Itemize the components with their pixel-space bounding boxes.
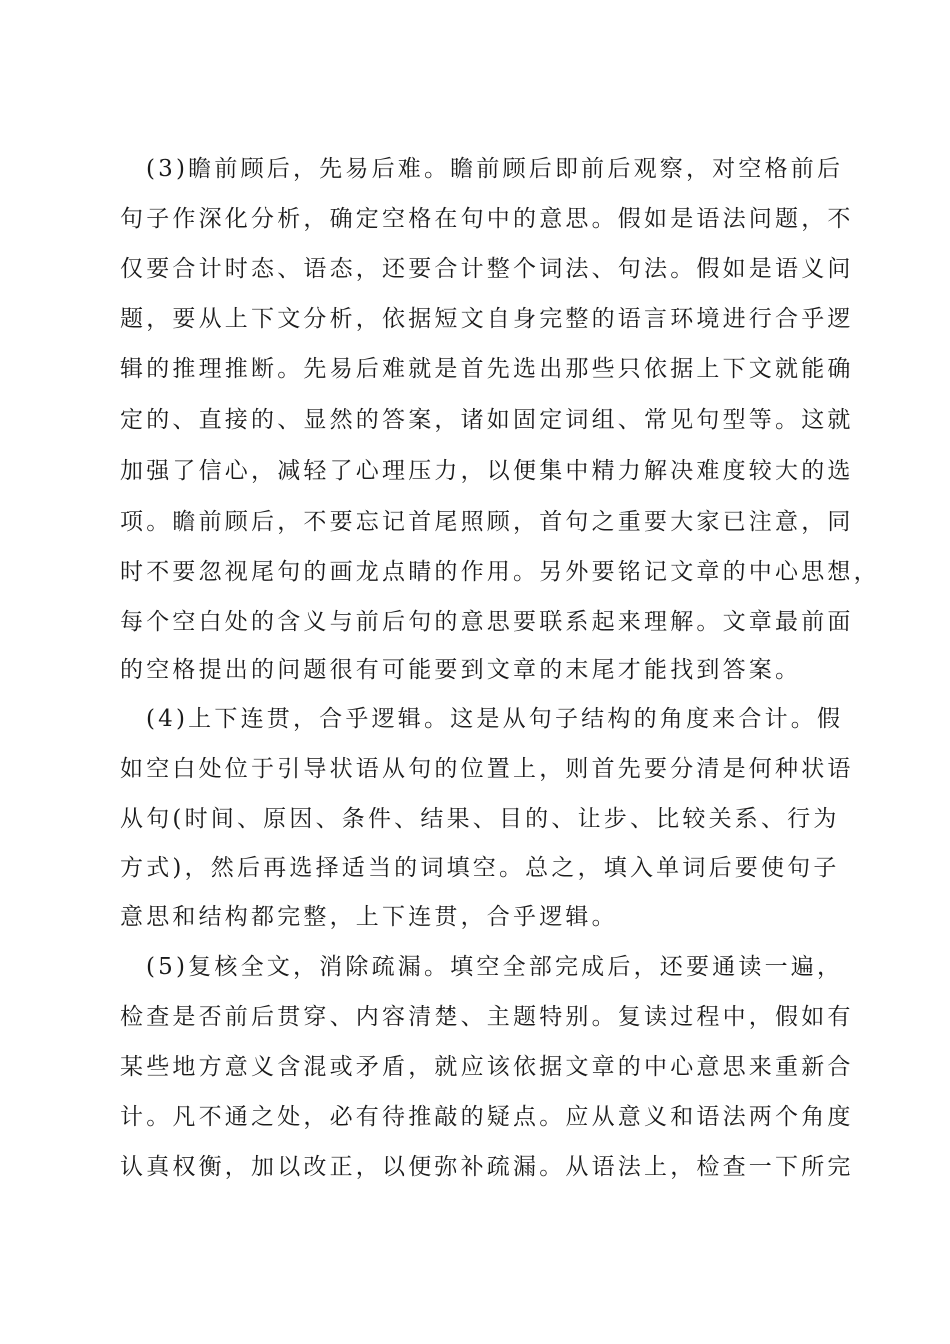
text-line: 检查是否前后贯穿、内容清楚、主题特别。复读过程中，假如有 bbox=[120, 1004, 854, 1030]
text-line: 每个空白处的含义与前后句的意思要联系起来理解。文章最前面 bbox=[120, 609, 854, 635]
text-line: 句子作深化分析，确定空格在句中的意思。假如是语法问题，不 bbox=[120, 206, 854, 232]
text-line: (5)复核全文，消除疏漏。填空全部完成后，还要通读一遍， bbox=[146, 954, 844, 980]
text-line: 从句(时间、原因、条件、结果、目的、让步、比较关系、行为 bbox=[120, 806, 840, 832]
text-line: 认真权衡，加以改正，以便弥补疏漏。从语法上，检查一下所完 bbox=[120, 1154, 854, 1180]
text-line: 的空格提出的问题很有可能要到文章的末尾才能找到答案。 bbox=[120, 657, 802, 683]
text-line: (3)瞻前顾后，先易后难。瞻前顾后即前后观察，对空格前后 bbox=[146, 156, 844, 182]
text-line: 加强了信心，减轻了心理压力，以便集中精力解决难度较大的选 bbox=[120, 458, 854, 484]
text-line: (4)上下连贯，合乎逻辑。这是从句子结构的角度来合计。假 bbox=[146, 706, 844, 732]
text-line: 辑的推理推断。先易后难就是首先选出那些只依据上下文就能确 bbox=[120, 356, 854, 382]
text-line: 某些地方意义含混或矛盾，就应该依据文章的中心意思来重新合 bbox=[120, 1054, 854, 1080]
text-line: 时不要忽视尾句的画龙点睛的作用。另外要铭记文章的中心思想， bbox=[120, 559, 880, 585]
text-line: 意思和结构都完整，上下连贯，合乎逻辑。 bbox=[120, 904, 618, 930]
text-line: 定的、直接的、显然的答案，诸如固定词组、常见句型等。这就 bbox=[120, 407, 854, 433]
text-line: 项。瞻前顾后，不要忘记首尾照顾，首句之重要大家已注意，同 bbox=[120, 509, 854, 535]
text-line: 方式)，然后再选择适当的词填空。总之，填入单词后要使句子 bbox=[120, 855, 840, 881]
text-line: 仅要合计时态、语态，还要合计整个词法、句法。假如是语义问 bbox=[120, 256, 854, 282]
text-line: 题，要从上下文分析，依据短文自身完整的语言环境进行合乎逻 bbox=[120, 306, 854, 332]
text-line: 计。凡不通之处，必有待推敲的疑点。应从意义和语法两个角度 bbox=[120, 1104, 854, 1130]
text-line: 如空白处位于引导状语从句的位置上，则首先要分清是何种状语 bbox=[120, 756, 854, 782]
